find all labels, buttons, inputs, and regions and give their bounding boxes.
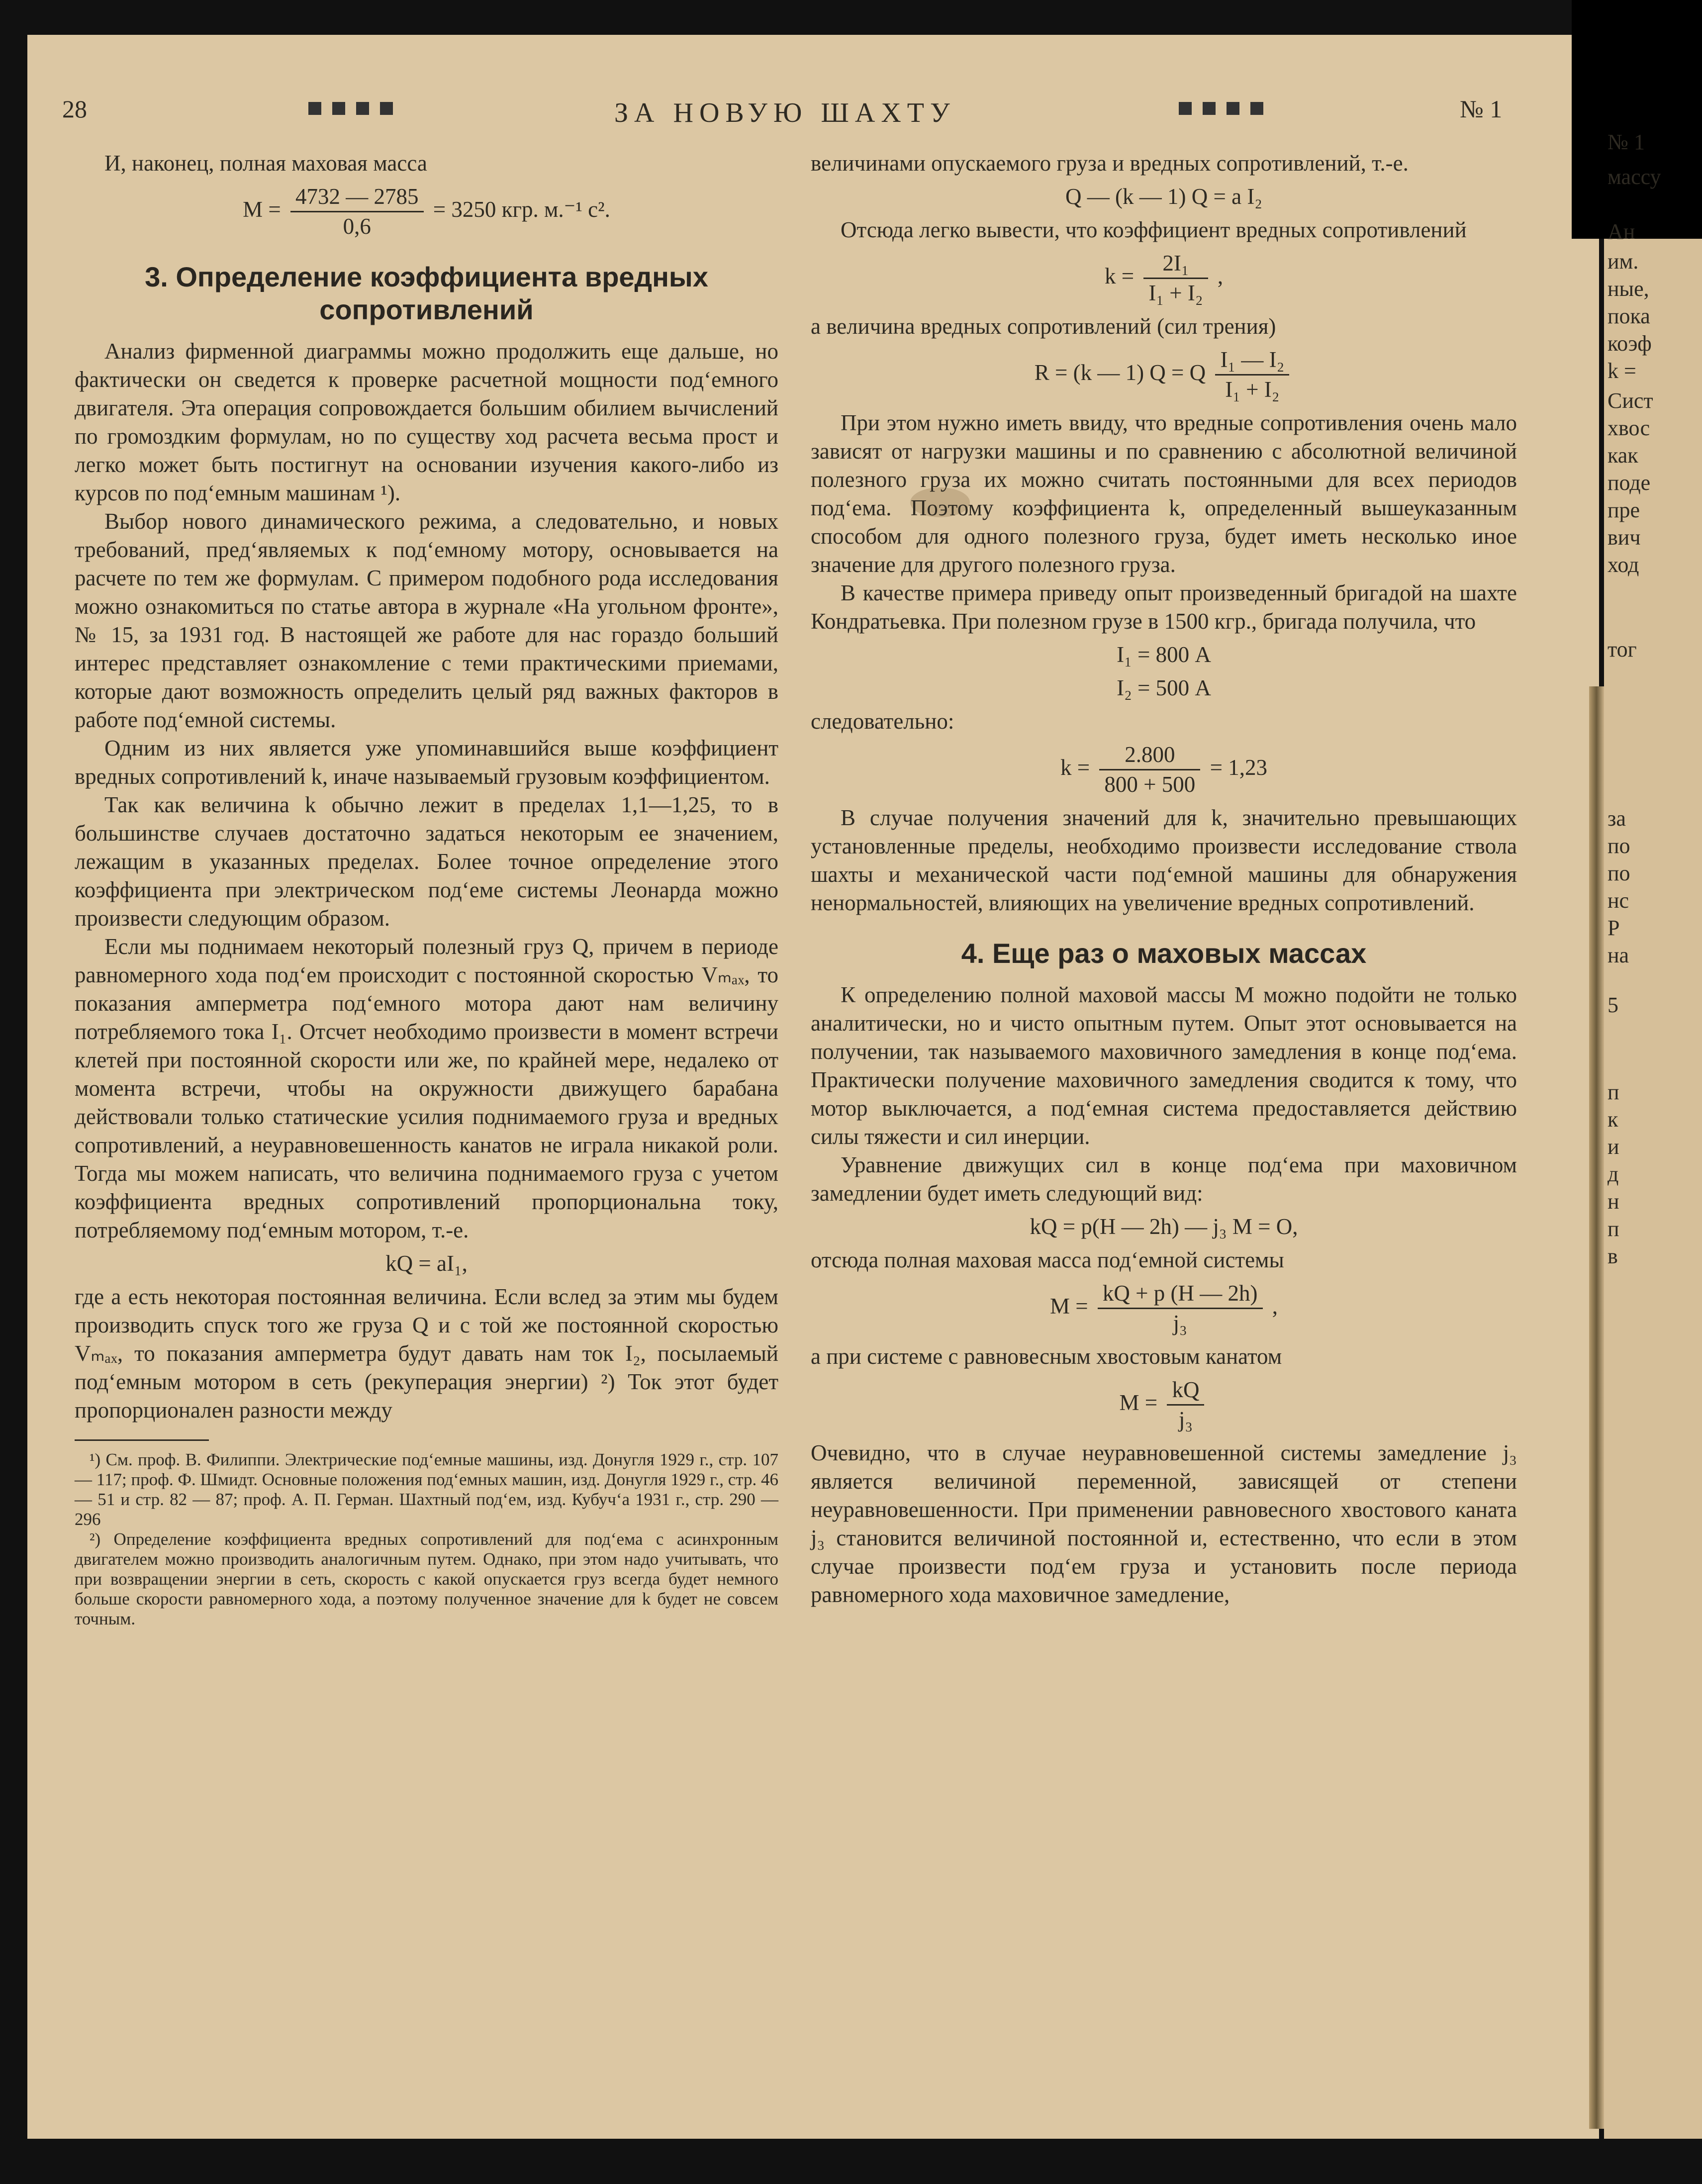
equation-m2 xyxy=(811,1376,1517,1434)
equation-k-example xyxy=(811,741,1517,799)
edge-fragment: пока xyxy=(1607,304,1650,328)
fraction xyxy=(1143,249,1208,307)
edge-fragment: за xyxy=(1607,806,1626,831)
equation-motion: kQ = p(H — 2h) — j₃ M = O, xyxy=(1030,1214,1298,1239)
eq-lhs: R = (k — 1) Q = Q xyxy=(1034,360,1206,385)
paragraph: Так как величина k обычно лежит в пределах 1,1—1,25, то в большинстве случаев достаточно задаться некоторым ее значением, лежащим в указанных пределах. Более точное определение этого коэффициента при электрическом под‘еме системы Леонарда можно произвести следующим образом. xyxy=(75,792,778,931)
edge-fragment: как xyxy=(1607,443,1638,468)
fraction-denominator: 800 + 500 xyxy=(1104,772,1196,797)
fraction-denominator: I₁ + I₂ xyxy=(1225,377,1280,402)
edge-fragment: им. xyxy=(1607,249,1639,274)
equation-kq: kQ = aI₁, xyxy=(385,1251,468,1276)
equation-mass xyxy=(75,183,778,241)
edge-fragment: 5 xyxy=(1607,993,1618,1017)
edge-fragment: к xyxy=(1607,1107,1618,1132)
eq-rhs: = 1,23 xyxy=(1210,755,1267,780)
edge-fragment: Ан xyxy=(1607,219,1635,244)
equation-k xyxy=(811,249,1517,307)
edge-fragment: и xyxy=(1607,1135,1619,1159)
eq-lhs: k = xyxy=(1060,755,1090,780)
fraction-denominator: 0,6 xyxy=(343,214,371,239)
equation-i2: I₂ = 500 А xyxy=(1117,675,1211,700)
eq-tail: , xyxy=(1217,263,1224,288)
edge-fragment: п xyxy=(1607,1080,1619,1104)
eq-lhs: M = xyxy=(1119,1390,1158,1415)
footnote-2: ²) Определение коэффициента вредных сопротивлений для под‘ема с асинхронным двигателем можно производить аналогичным путем. Однако, при этом надо учитывать, что при возвращении энергии в сеть, скорость с какой опускается груз всегда будет немного больше скорости равномерного хода, а поэтому полученное значение для k будет не совсем точным. xyxy=(75,1529,778,1628)
page-number: 28 xyxy=(62,95,87,123)
equation-q: Q — (k — 1) Q = a I₂ xyxy=(1065,184,1262,209)
edge-fragment: д xyxy=(1607,1162,1619,1186)
paragraph: где a есть некоторая постоянная величина. Если вслед за этим мы будем производить спуск того же груза Q и с той же постоянной скоростью Vₘₐₓ, то показания амперметра будут давать нам ток I₂, посылаемый под‘емным мотором в сеть (рекуперация энергии) ²) Ток этот будет пропорционален разности между xyxy=(75,1284,778,1423)
fraction-numerator: 2.800 xyxy=(1099,741,1200,770)
section-heading-3: 3. Определение коэффициента вредных сопротивлений xyxy=(145,261,708,325)
fraction xyxy=(1099,741,1200,799)
eq-lhs: M = xyxy=(243,196,281,222)
paragraph: Очевидно, что в случае неуравновешенной системы замедление j₃ является величиной переменной, зависящей от степени неуравновешенности. При применении равновесного хвостового каната j₃ становится величиной постоянной и, естественно, что если в этом случае произвести под‘ем груза и установить после периода равномерного хода маховичное замедление, xyxy=(811,1440,1517,1607)
running-title: ЗА НОВУЮ ШАХТУ xyxy=(614,97,956,128)
fraction xyxy=(1167,1376,1204,1434)
edge-fragment: поде xyxy=(1607,471,1651,495)
eq-tail: , xyxy=(1272,1293,1278,1319)
left-column xyxy=(75,149,778,1629)
edge-fragment: тог xyxy=(1607,637,1637,662)
edge-fragment: пре xyxy=(1607,498,1640,522)
black-occluder xyxy=(1572,0,1702,239)
header-ornament-right xyxy=(1179,102,1263,115)
edge-fragment: k = xyxy=(1607,359,1636,383)
edge-fragment: нс xyxy=(1607,888,1629,913)
edge-fragment: ход xyxy=(1607,553,1639,577)
footnote-1: ¹) См. проф. В. Филиппи. Электрические под‘емные машины, изд. Донугля 1929 г., стр. 107 — 117; проф. Ф. Шмидт. Основные положения под‘емных машин, изд. Донугля 1929 г., стр. 46 — 51 и стр. 82 — 87; проф. А. П. Герман. Шахтный под‘ем, изд. Кубуч‘а 1931 г., стр. 290 — 296 xyxy=(75,1450,778,1529)
fraction-numerator: I₁ — I₂ xyxy=(1215,346,1289,376)
paragraph: Анализ фирменной диаграммы можно продолжить еще дальше, но фактически он сведется к проверке расчетной мощности под‘емного двигателя. Эта операция сопровождается большим обилием вычислений по громоздким формулам, но по существу ход расчета весьма прост и легко может быть постигнут на основании изучения какого-либо из курсов по под‘емным машинам ¹). xyxy=(75,339,778,505)
fraction-numerator: 4732 — 2785 xyxy=(290,183,424,212)
eq-lhs: k = xyxy=(1104,263,1135,288)
footnote-rule xyxy=(75,1439,209,1441)
equation-m xyxy=(811,1279,1517,1337)
paragraph: В качестве примера приведу опыт произведенный бригадой на шахте Кондратьевка. При полезном грузе в 1500 кгр., бригада получила, что xyxy=(811,580,1517,634)
edge-fragment: хвос xyxy=(1607,416,1650,440)
paragraph: При этом нужно иметь ввиду, что вредные сопротивления очень мало зависят от нагрузки машины и по сравнению с абсолютной величиной полезного груза их можно считать постоянными для всех периодов под‘ема. Поэтому коэффициента k, определенный вышеуказанным способом для одного полезного груза, будет иметь несколько иное значение для другого полезного груза. xyxy=(811,410,1517,577)
paragraph: величинами опускаемого груза и вредных сопротивлений, т.-е. xyxy=(811,151,1409,176)
fraction-denominator: j₃ xyxy=(1178,1407,1193,1432)
edge-fragment: в xyxy=(1607,1244,1618,1268)
edge-fragment: на xyxy=(1607,943,1629,967)
edge-fragment: Сист xyxy=(1607,388,1653,413)
edge-fragment: п xyxy=(1607,1217,1619,1241)
fraction-numerator: 2I₁ xyxy=(1143,249,1208,279)
edge-fragment: по xyxy=(1607,834,1630,858)
fraction-denominator: j₃ xyxy=(1173,1311,1187,1335)
edge-fragment: по xyxy=(1607,861,1630,885)
header-ornament-left xyxy=(308,102,393,115)
edge-fragment: н xyxy=(1607,1189,1619,1214)
eq-lhs: M = xyxy=(1050,1293,1088,1319)
equation-i1: I₁ = 800 А xyxy=(1117,642,1211,667)
paragraph: а при системе с равновесным хвостовым канатом xyxy=(811,1344,1282,1369)
paragraph: К определению полной маховой массы M можно подойти не только аналитически, но и чисто опытным путем. Опыт этот основывается на получении, так называемого маховичного замедления в конце под‘ема. Практически получение маховичного замедления сводится к тому, что мотор выключается, а под‘емная система предоставляется действию силы тяжести и сил инерции. xyxy=(811,982,1517,1149)
paragraph: И, наконец, полная маховая масса xyxy=(104,151,427,176)
paragraph: отсюда полная маховая масса под‘емной системы xyxy=(811,1247,1284,1272)
right-column xyxy=(811,149,1517,1609)
fraction-numerator: kQ + p (H — 2h) xyxy=(1098,1279,1263,1309)
paragraph: Выбор нового динамического режима, а следовательно, и новых требований, пред‘являемых к под‘емному мотору, основывается на расчете по тем же формулам. С примером подобного рода исследования можно ознакомиться по статье автора в журнале «На угольном фронте», № 15, за 1931 год. В настоящей же работе для нас гораздо больший интерес представляет ознакомление с теми практическими приемами, которые дают возможность определить целый ряд важных факторов в работе под‘емной системы. xyxy=(75,509,778,732)
fraction xyxy=(1098,1279,1263,1337)
edge-fragment: Р xyxy=(1607,916,1620,940)
paragraph: следовательно: xyxy=(811,709,954,734)
paragraph: Если мы поднимаем некоторый полезный груз Q, причем в периоде равномерного хода под‘ем происходит с постоянной скоростью Vₘₐₓ, то показания амперметра под‘емного мотора дают нам величину потребляемого тока I₁. Отсчет необходимо произвести в момент встречи клетей при постоянной скорости или же, по крайней мере, недалеко от момента встречи, чтобы на окружности движущего барабана действовали только статические усилия поднимаемого груза и вредных сопротивлений, а неуравновешенность канатов не играла никакой роли. Тогда мы можем написать, что величина поднимаемого груза с учетом коэффициента вредных сопротивлений пропорциональна току, потребляемому под‘емным мотором, т.-е. xyxy=(75,934,778,1242)
paragraph: Отсюда легко вывести, что коэффициент вредных сопротивлений xyxy=(841,217,1467,242)
paragraph: Уравнение движущих сил в конце под‘ема при маховичном замедлении будет иметь следующий вид: xyxy=(811,1152,1517,1206)
fraction xyxy=(1215,346,1289,404)
paragraph: В случае получения значений для k, значительно превышающих установленные пределы, необходимо произвести исследование ствола шахты и механической части под‘емной машины для обнаружения ненормальностей, влияющих на увеличение вредных сопротивлений. xyxy=(811,805,1517,915)
edge-fragment: ные, xyxy=(1607,277,1649,301)
eq-rhs: = 3250 кгр. м.⁻¹ с². xyxy=(433,196,610,222)
paragraph: Одним из них является уже упоминавшийся выше коэффициент вредных сопротивлений k, иначе называемый грузовым коэффициентом. xyxy=(75,736,778,789)
fraction-denominator: I₁ + I₂ xyxy=(1148,281,1203,305)
fraction-numerator: kQ xyxy=(1167,1376,1204,1406)
issue-number: № 1 xyxy=(1460,95,1503,123)
fraction xyxy=(290,183,424,241)
binding-gutter xyxy=(1589,686,1604,2129)
edge-fragment: коэф xyxy=(1607,331,1652,356)
edge-fragment: массу xyxy=(1607,165,1661,189)
equation-r xyxy=(811,346,1517,404)
edge-fragment: вич xyxy=(1607,525,1641,550)
paragraph: а величина вредных сопротивлений (сил трения) xyxy=(811,314,1276,339)
section-heading-4: 4. Еще раз о маховых массах xyxy=(961,938,1367,969)
edge-fragment: № 1 xyxy=(1607,130,1645,154)
